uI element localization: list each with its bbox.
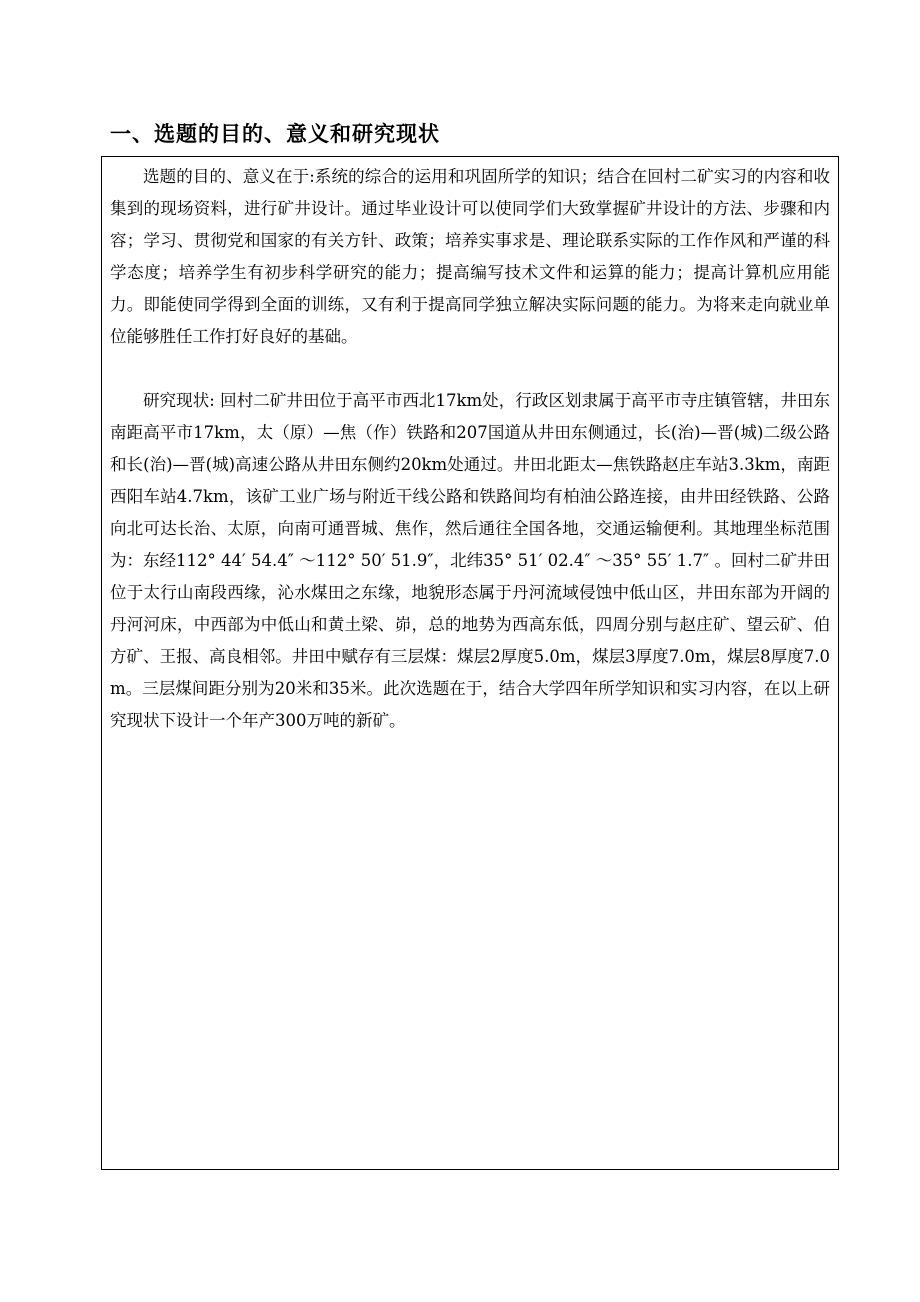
research-status-paragraph: 研究现状: 回村二矿井田位于高平市西北17km处，行政区划隶属于高平市寺庄镇管辖，井田东南距高平市17km，太（原）—焦（作）铁路和207国道从井田东侧通过，长(治)—晋(城)二级公路和长(治)—晋(城)高速公路从井田东侧约20km处通过。井田北距太—焦铁路赵庄车站3.3km，南距西阳车站4.7km，该矿工业广场与附近干线公路和铁路间均有柏油公路连接，由井田经铁路、公路向北可达长治、太原，向南可通晋城、焦作，然后通往全国各地，交通运输便利。其地理坐标范围为：东经112° 44′ 54.4″ ～112° 50′ 51.9″，北纬35° 51′ 02.4″ ～35° 55′ 1.7″ 。回村二矿井田位于太行山南段西缘，沁水煤田之东缘，地貌形态属于丹河流域侵蚀中低山区，井田东部为开阔的丹河河床，中西部为中低山和黄土梁、峁，总的地势为西高东低，四周分别与赵庄矿、望云矿、伯方矿、王报、高良相邻。井田中赋存有三层煤：煤层2厚度5.0m，煤层3厚度7.0m，煤层8厚度7.0 m。三层煤间距分别为20米和35米。此次选题在于，结合大学四年所学知识和实习内容，在以上研究现状下设计一个年产300万吨的新矿。 <box>110 391 830 730</box>
section-heading: 一、选题的目的、意义和研究现状 <box>110 122 440 146</box>
purpose-paragraph: 选题的目的、意义在于:系统的综合的运用和巩固所学的知识；结合在回村二矿实习的内容和收集到的现场资料，进行矿井设计。通过毕业设计可以使同学们大致掌握矿井设计的方法、步骤和内容；学习、贯彻党和国家的有关方针、政策；培养实事求是、理论联系实际的工作作风和严谨的科学态度；培养学生有初步科学研究的能力；提高编写技术文件和运算的能力；提高计算机应用能力。即能使同学得到全面的训练，又有利于提高同学独立解决实际问题的能力。为将来走向就业单位能够胜任工作打好良好的基础。 <box>110 167 830 346</box>
content-box <box>101 156 839 1170</box>
